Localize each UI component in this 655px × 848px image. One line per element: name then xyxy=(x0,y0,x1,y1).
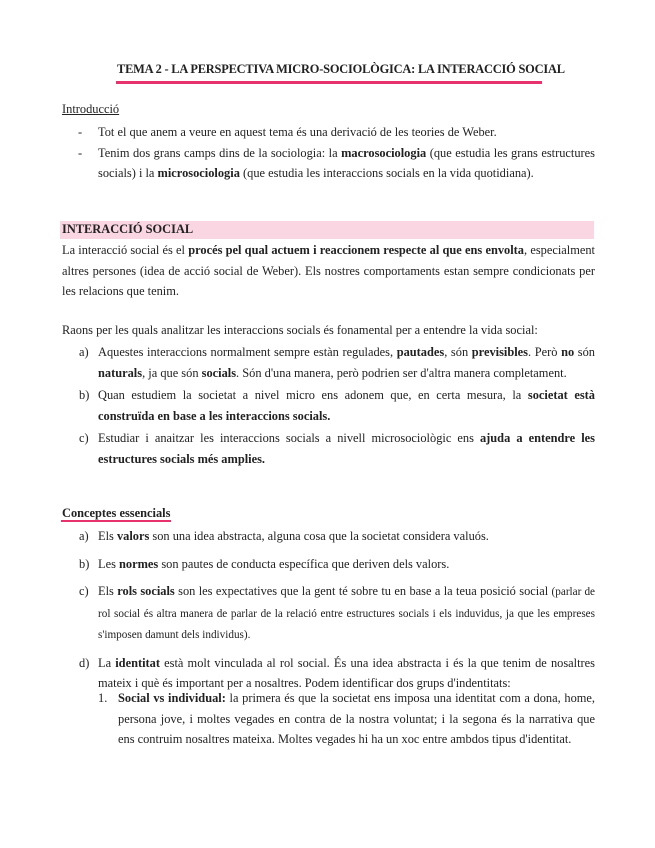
concepts-heading: Conceptes essencials xyxy=(62,506,171,520)
intro-bullet-1: - Tot el que anem a veure en aquest tema és una derivació de les teories de Weber. xyxy=(62,122,595,143)
reasons-list xyxy=(62,342,595,469)
intro-bullet-2: - Tenim dos grans camps dins de la sociologia: la macrosociologia (que estudia les grans estructures socials) i la microsociologia (que estudia les interaccions socials en la vida quotidiana). xyxy=(62,143,595,184)
intro-bullet-list xyxy=(62,122,595,184)
interaction-paragraph-2: Raons per les quals analitzar les interaccions socials és fonamental per a entendre la vida social: xyxy=(62,323,538,337)
section-heading-interaccio: INTERACCIÓ SOCIAL xyxy=(62,222,194,236)
reason-a: a) Aquestes interaccions normalment sempre estàn regulades, pautades, són previsibles. Però no són naturals, ja que són socials. Són d'una manera, però podrien ser d'altra manera completament. xyxy=(79,345,596,380)
intro-heading: Introducció xyxy=(62,102,120,116)
concepts-list xyxy=(62,526,595,694)
concepts-underline xyxy=(61,520,171,522)
concept-a: a) Els valors son una idea abstracta, alguna cosa que la societat considera valuós. xyxy=(79,529,489,543)
concept-b: b) Les normes son pautes de conducta específica que deriven dels valors. xyxy=(79,556,450,571)
bullet-dash: - xyxy=(78,145,83,160)
reason-c: c) Estudiar i anaitzar les interaccions socials a nivell microsociològic ens ajuda a entendre les estructures socials més amplies. xyxy=(79,431,595,466)
concept-c: c) Els rols socials son les expectatives que la gent té sobre tu en base a la teua posició social (parlar de rol social és altra manera de parlar de la relació entre estructures socials i els induvidus, ja que les empreses s'imposen damunt dels individus). xyxy=(79,584,595,641)
concept-d: d) La identitat està molt vinculada al rol social. És una idea abstracta i és la que tenim de nosaltres mateix i què és important per a nosaltres. Podem identificar dos grups d'indentitats: xyxy=(79,655,595,690)
title-underline xyxy=(116,81,542,84)
bullet-dash: - xyxy=(78,125,83,139)
interaction-paragraph-1: La interacció social és el procés pel qual actuem i reaccionem respecte al que ens envolta, especialment altres persones (idea de acció social de Weber). Els nostres comportaments estan sempre condicionats per les relacions que tenim. xyxy=(62,243,595,298)
page-title: TEMA 2 - LA PERSPECTIVA MICRO-SOCIOLÒGICA: LA INTERACCIÓ SOCIAL xyxy=(117,62,565,76)
identity-item-1: 1. Social vs individual: la primera és que la societat ens imposa una identitat com a dona, home, persona jove, i moltes vegades en contra de la nostra voluntat; i la segona és la narrativa que ens contruim nosaltres mateixa. Moltes vegades hi ha un xoc entre ambdos tipus d'identitat. xyxy=(98,691,595,746)
identity-sublist xyxy=(98,688,595,750)
reason-b: b) Quan estudiem la societat a nivel micro ens adonem que, en certa mesura, la societat està construïda en base a les interaccions socials. xyxy=(79,388,595,423)
